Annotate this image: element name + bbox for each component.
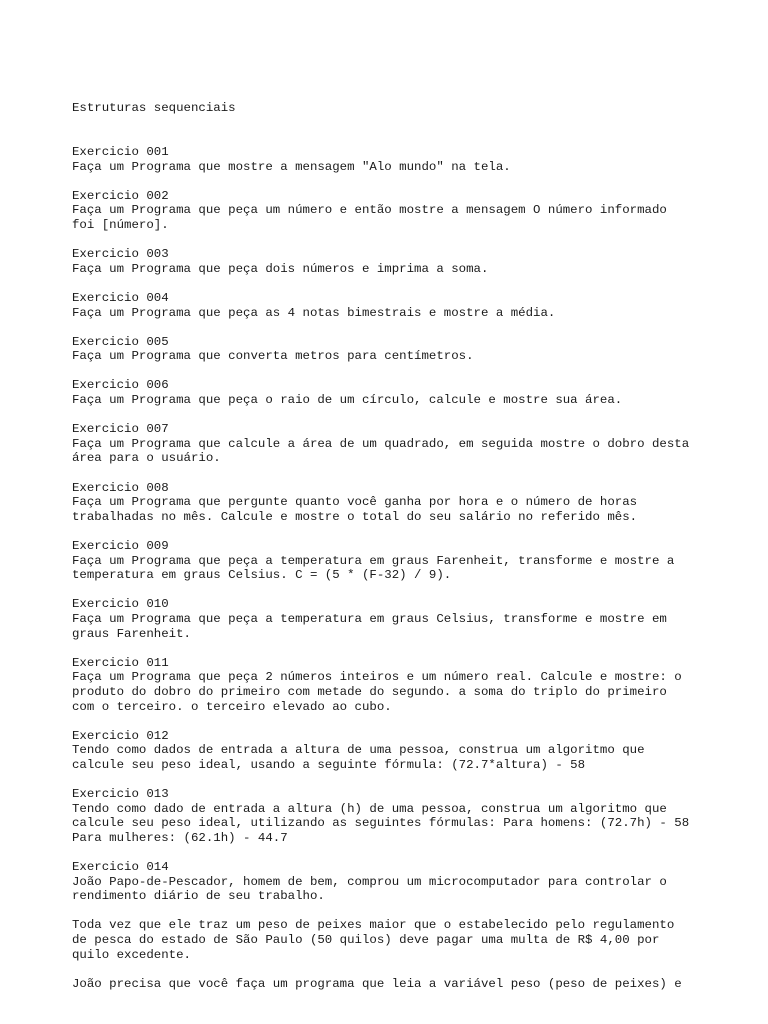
exercise-text-line: calcule seu peso ideal, utilizando as seguintes fórmulas: Para homens: (72.7h) - 58 [72,816,690,831]
exercise-title: Exercicio 005 [72,334,169,349]
exercise-title: Exercicio 010 [72,597,169,612]
exercise-text-line: rendimento diário de seu trabalho. [72,889,325,904]
exercise-block [72,729,712,773]
exercise-title: Exercicio 001 [72,144,169,159]
exercise-text-line: calcule seu peso ideal, usando a seguinte fórmula: (72.7*altura) - 58 [72,757,586,772]
exercise-block [72,189,712,233]
exercise-text-line: Tendo como dados de entrada a altura de uma pessoa, construa um algoritmo que [72,743,645,758]
exercise-block [72,977,712,992]
exercise-text-line: Faça um Programa que pergunte quanto você ganha por hora e o número de horas [72,495,638,510]
exercise-title: Exercicio 014 [72,860,169,875]
exercise-title: Exercicio 012 [72,728,169,743]
exercise-title: Exercicio 004 [72,290,169,305]
exercise-block [72,145,712,174]
exercise-text-line: Faça um Programa que peça dois números e imprima a soma. [72,261,489,276]
exercise-block [72,656,712,714]
exercise-block [72,247,712,276]
exercise-text-line: Faça um Programa que peça a temperatura em graus Farenheit, transforme e mostre a [72,553,675,568]
exercise-text-line: Toda vez que ele traz um peso de peixes maior que o estabelecido pelo regulamento [72,918,675,933]
exercise-text-line: foi [número]. [72,217,169,232]
exercise-block [72,539,712,583]
exercise-text-line: temperatura em graus Celsius. C = (5 * (F-32) / 9). [72,568,452,583]
exercise-title: Exercicio 007 [72,422,169,437]
exercise-text-line: João Papo-de-Pescador, homem de bem, comprou um microcomputador para controlar o [72,874,667,889]
exercise-text-line: Faça um Programa que calcule a área de um quadrado, em seguida mostre o dobro desta [72,436,690,451]
exercise-title: Exercicio 008 [72,480,169,495]
exercise-text-line: Faça um Programa que converta metros para centímetros. [72,349,474,364]
exercise-title: Exercicio 013 [72,787,169,802]
exercise-text-line: com o terceiro. o terceiro elevado ao cubo. [72,699,392,714]
exercise-text-line: Para mulheres: (62.1h) - 44.7 [72,830,288,845]
exercise-text-line: Faça um Programa que peça a temperatura em graus Celsius, transforme e mostre em [72,611,667,626]
exercise-block [72,335,712,364]
exercise-block [72,291,712,320]
document-heading: Estruturas sequenciais [72,101,236,116]
exercise-text-line: de pesca do estado de São Paulo (50 quilos) deve pagar uma multa de R$ 4,00 por [72,933,660,948]
exercise-text-line: Faça um Programa que peça as 4 notas bimestrais e mostre a média. [72,305,556,320]
exercise-text-line: trabalhadas no mês. Calcule e mostre o total do seu salário no referido mês. [72,509,638,524]
exercise-block [72,918,712,962]
exercise-text-line: produto do dobro do primeiro com metade do segundo. a soma do triplo do primeiro [72,684,667,699]
exercise-text-line: Faça um Programa que peça um número e então mostre a mensagem O número informado [72,203,667,218]
exercise-text-line: área para o usuário. [72,451,221,466]
exercise-text-line: graus Farenheit. [72,626,191,641]
exercise-title: Exercicio 003 [72,247,169,262]
exercise-title: Exercicio 011 [72,655,169,670]
exercise-block [72,378,712,407]
exercise-text-line: Faça um Programa que peça 2 números inteiros e um número real. Calcule e mostre: o [72,670,682,685]
exercise-text-line: João precisa que você faça um programa que leia a variável peso (peso de peixes) e [72,976,682,991]
exercise-text-line: Faça um Programa que mostre a mensagem "Alo mundo" na tela. [72,159,511,174]
exercise-block [72,481,712,525]
exercise-text-line: Faça um Programa que peça o raio de um círculo, calcule e mostre sua área. [72,393,623,408]
exercise-text-line: quilo excedente. [72,947,191,962]
document-page [72,72,712,1021]
exercise-title: Exercicio 002 [72,188,169,203]
exercise-title: Exercicio 006 [72,378,169,393]
exercise-title: Exercicio 009 [72,539,169,553]
exercise-block [72,597,712,641]
exercise-text-line: Tendo como dado de entrada a altura (h) de uma pessoa, construa um algoritmo que [72,801,667,816]
exercise-block [72,787,712,845]
exercise-list [72,145,712,991]
exercise-block [72,860,712,904]
exercise-block [72,422,712,466]
